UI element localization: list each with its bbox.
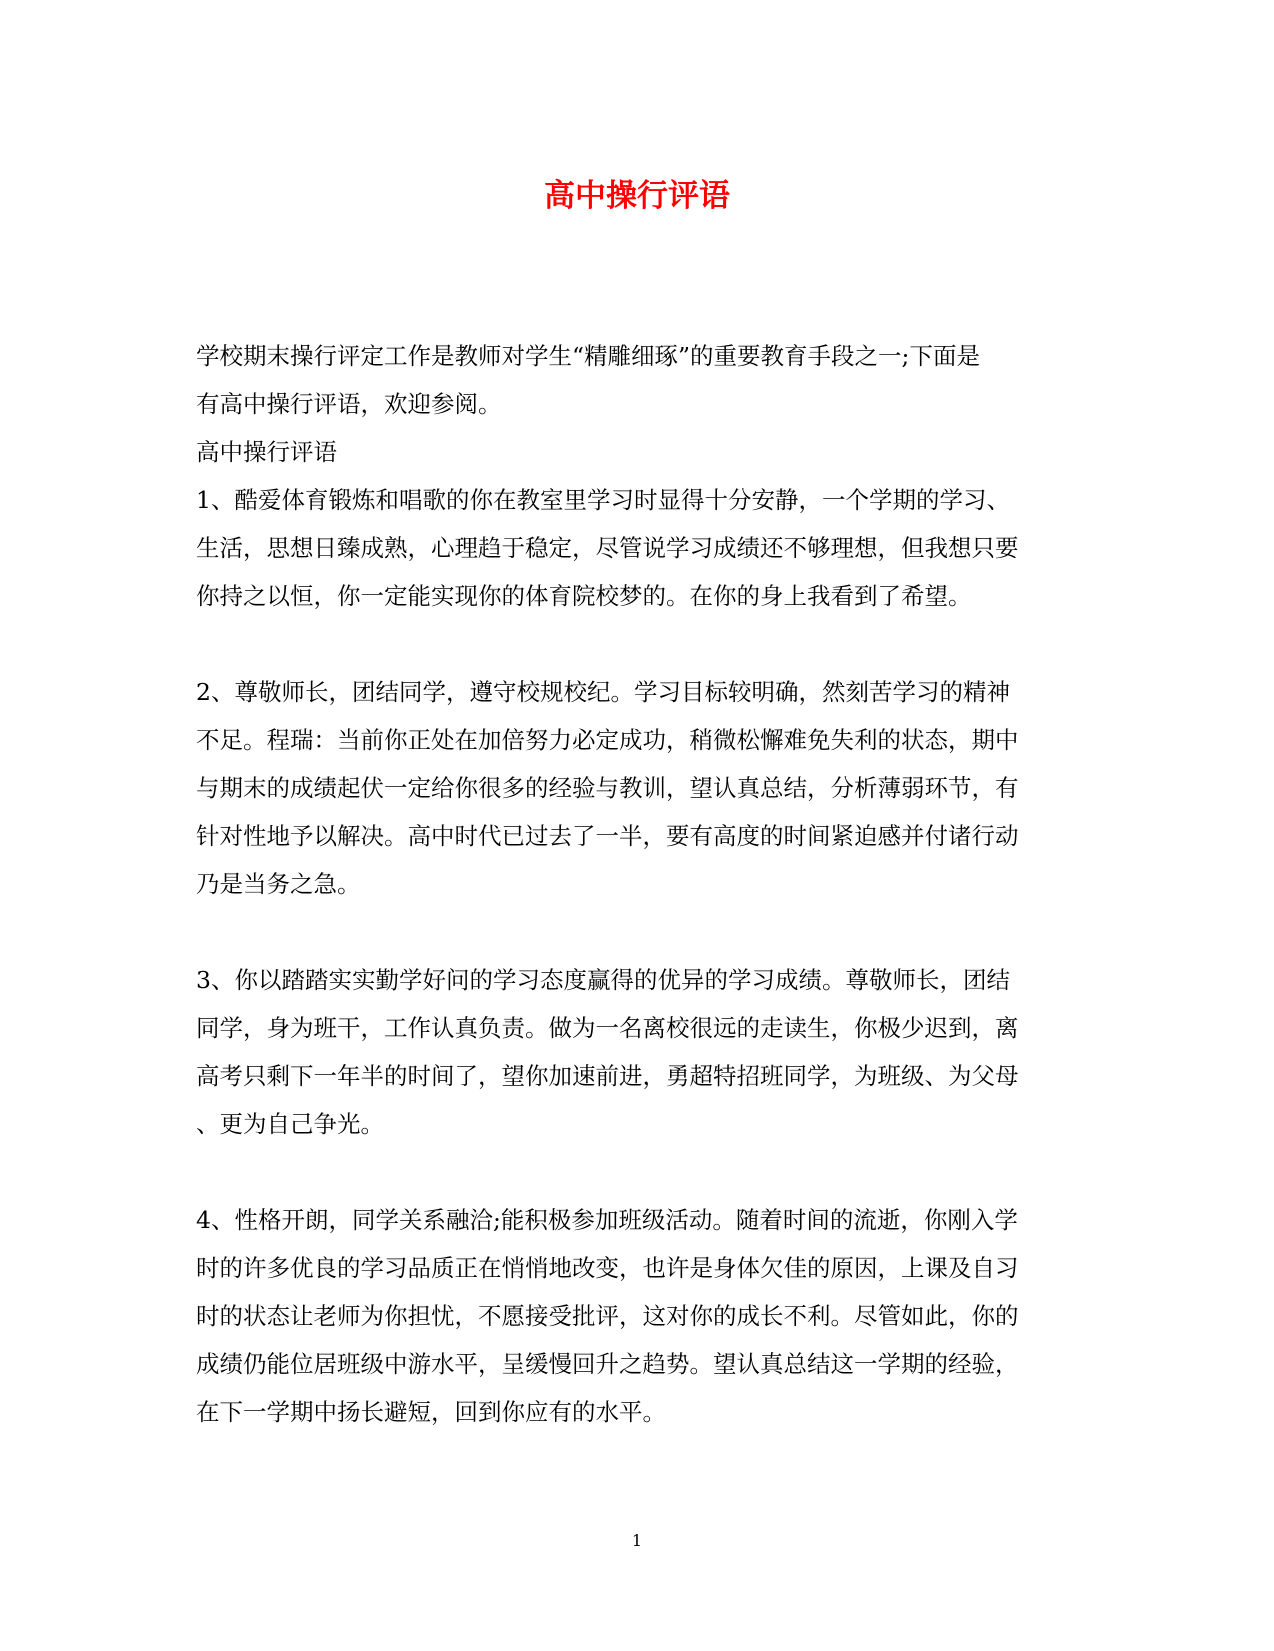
comment-4-line-2: 时的许多优良的学习品质正在悄悄地改变，也许是身体欠佳的原因，上课及自习 — [196, 1254, 1019, 1282]
paragraph-gap — [196, 908, 1076, 956]
comment-1-line-3: 你持之以恒，你一定能实现你的体育院校梦的。在你的身上我看到了希望。 — [196, 582, 972, 610]
comment-2-line-5: 乃是当务之急。 — [196, 870, 361, 898]
comment-3-line-3: 高考只剩下一年半的时间了，望你加速前进，勇超特招班同学，为班级、为父母 — [196, 1062, 1019, 1090]
section-heading: 高中操行评语 — [196, 438, 337, 466]
comment-2-line-2: 不足。程瑞：当前你正处在加倍努力必定成功，稍微松懈难免失利的状态，期中 — [196, 726, 1019, 754]
comment-3-line-2: 同学，身为班干，工作认真负责。做为一名离校很远的走读生，你极少迟到，离 — [196, 1014, 1019, 1042]
comment-2-line-1: 2、尊敬师长，团结同学，遵守校规校纪。学习目标较明确，然刻苦学习的精神 — [196, 678, 1010, 706]
comment-4-line-5: 在下一学期中扬长避短，回到你应有的水平。 — [196, 1398, 666, 1426]
comment-4-line-1: 4、性格开朗，同学关系融洽;能积极参加班级活动。随着时间的流逝，你刚入学 — [196, 1206, 1018, 1234]
paragraph-gap — [196, 620, 1076, 668]
intro-line-2: 有高中操行评语，欢迎参阅。 — [196, 390, 502, 418]
comment-3-line-1: 3、你以踏踏实实勤学好问的学习态度赢得的优异的学习成绩。尊敬师长，团结 — [196, 966, 1010, 994]
page-number: 1 — [631, 1531, 643, 1550]
comment-1-line-1: 1、酷爱体育锻炼和唱歌的你在教室里学习时显得十分安静，一个学期的学习、 — [196, 486, 1010, 514]
comment-2-line-3: 与期末的成绩起伏一定给你很多的经验与教训，望认真总结，分析薄弱环节，有 — [196, 774, 1019, 802]
comment-4-line-3: 时的状态让老师为你担忧，不愿接受批评，这对你的成长不利。尽管如此，你的 — [196, 1302, 1019, 1330]
paragraph-gap — [196, 1148, 1076, 1196]
intro-line-1: 学校期末操行评定工作是教师对学生“精雕细琢”的重要教育手段之一;下面是 — [196, 342, 980, 370]
document-title: 高中操行评语 — [544, 178, 730, 214]
comment-3-line-4: 、更为自己争光。 — [196, 1110, 384, 1138]
comment-2-line-4: 针对性地予以解决。高中时代已过去了一半，要有高度的时间紧迫感并付诸行动 — [196, 822, 1019, 850]
comment-4-line-4: 成绩仍能位居班级中游水平，呈缓慢回升之趋势。望认真总结这一学期的经验， — [196, 1350, 1019, 1378]
document-body — [196, 332, 1076, 1436]
comment-1-line-2: 生活，思想日臻成熟，心理趋于稳定，尽管说学习成绩还不够理想，但我想只要 — [196, 534, 1019, 562]
